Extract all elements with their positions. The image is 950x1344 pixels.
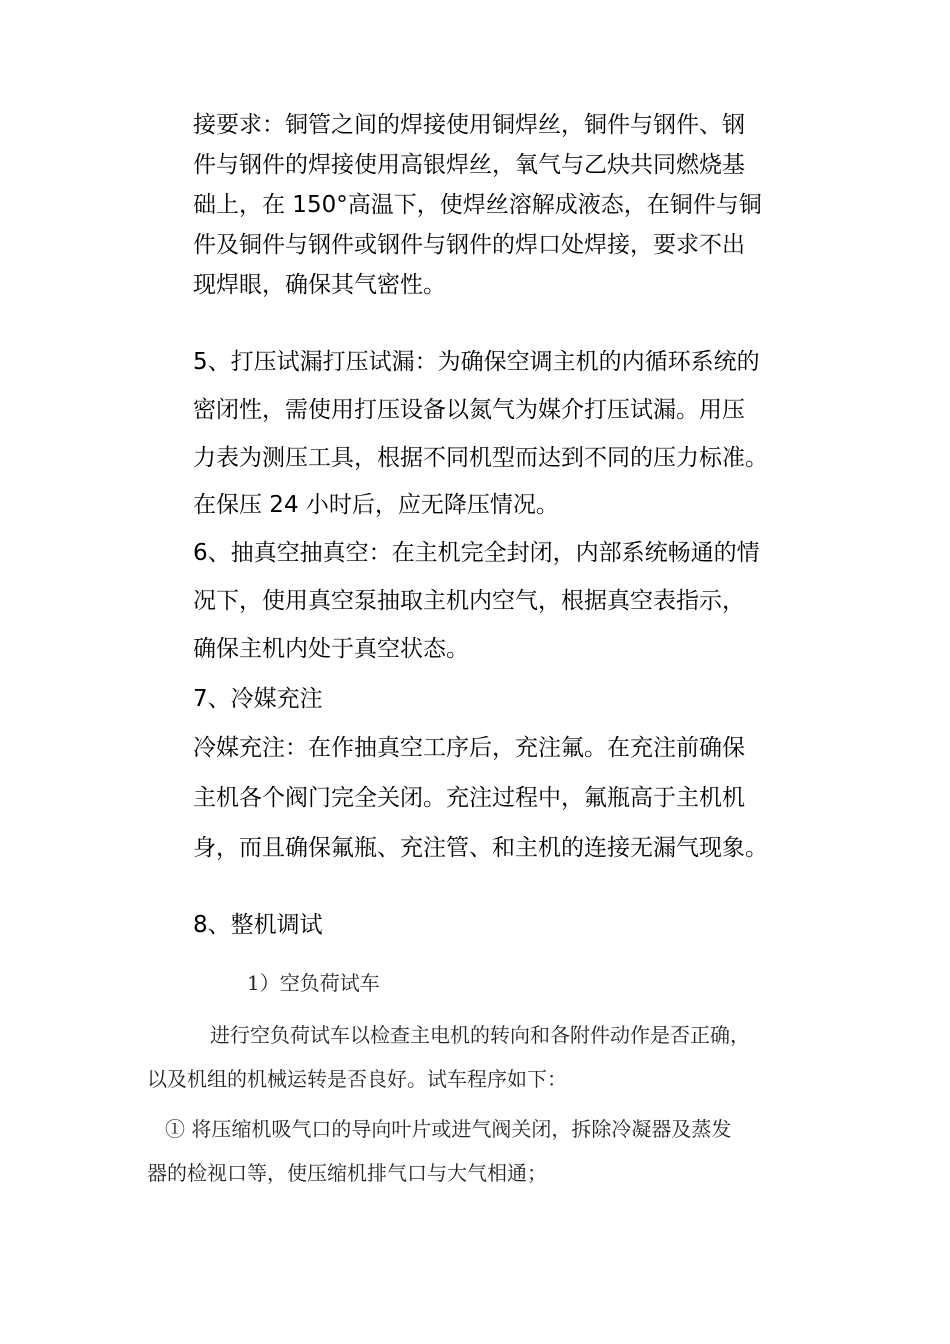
text-line: 现焊眼，确保其气密性。 [193, 272, 446, 298]
text-line: 件与钢件的焊接使用高银焊丝，氧气与乙炔共同燃烧基 [193, 152, 745, 178]
text-line: 接要求：铜管之间的焊接使用铜焊丝，铜件与钢件、钢 [193, 112, 745, 138]
text-line: 主机各个阀门完全关闭。充注过程中，氟瓶高于主机机 [193, 785, 745, 811]
text-line: ① 将压缩机吸气口的导向叶片或进气阀关闭，拆除冷凝器及蒸发 [165, 1117, 732, 1141]
section-heading: 7、冷媒充注 [193, 686, 323, 712]
text-line: 件及铜件与钢件或钢件与钢件的焊口处焊接，要求不出 [193, 232, 745, 258]
text-line: 在保压 24 小时后，应无降压情况。 [193, 492, 559, 518]
section-heading: 8、整机调试 [193, 912, 323, 938]
text-line: 冷媒充注：在作抽真空工序后，充注氟。在充注前确保 [193, 735, 745, 761]
text-line: 6、抽真空抽真空：在主机完全封闭，内部系统畅通的情 [193, 540, 760, 566]
text-line: 以及机组的机械运转是否良好。试车程序如下： [147, 1067, 567, 1091]
text-line: 身，而且确保氟瓶、充注管、和主机的连接无漏气现象。 [193, 835, 768, 861]
text-line: 础上，在 150°高温下，使焊丝溶解成液态，在铜件与铜 [193, 192, 762, 218]
text-line: 力表为测压工具，根据不同机型而达到不同的压力标准。 [193, 445, 768, 471]
text-line: 密闭性，需使用打压设备以氮气为媒介打压试漏。用压 [193, 397, 745, 423]
subsection-heading: 1）空负荷试车 [247, 971, 380, 995]
text-line: 进行空负荷试车以检查主电机的转向和各附件动作是否正确， [210, 1023, 750, 1047]
text-line: 器的检视口等，使压缩机排气口与大气相通； [147, 1161, 547, 1185]
text-line: 5、打压试漏打压试漏：为确保空调主机的内循环系统的 [193, 349, 760, 375]
text-line: 确保主机内处于真空状态。 [193, 636, 469, 662]
text-line: 况下，使用真空泵抽取主机内空气，根据真空表指示， [193, 588, 745, 614]
